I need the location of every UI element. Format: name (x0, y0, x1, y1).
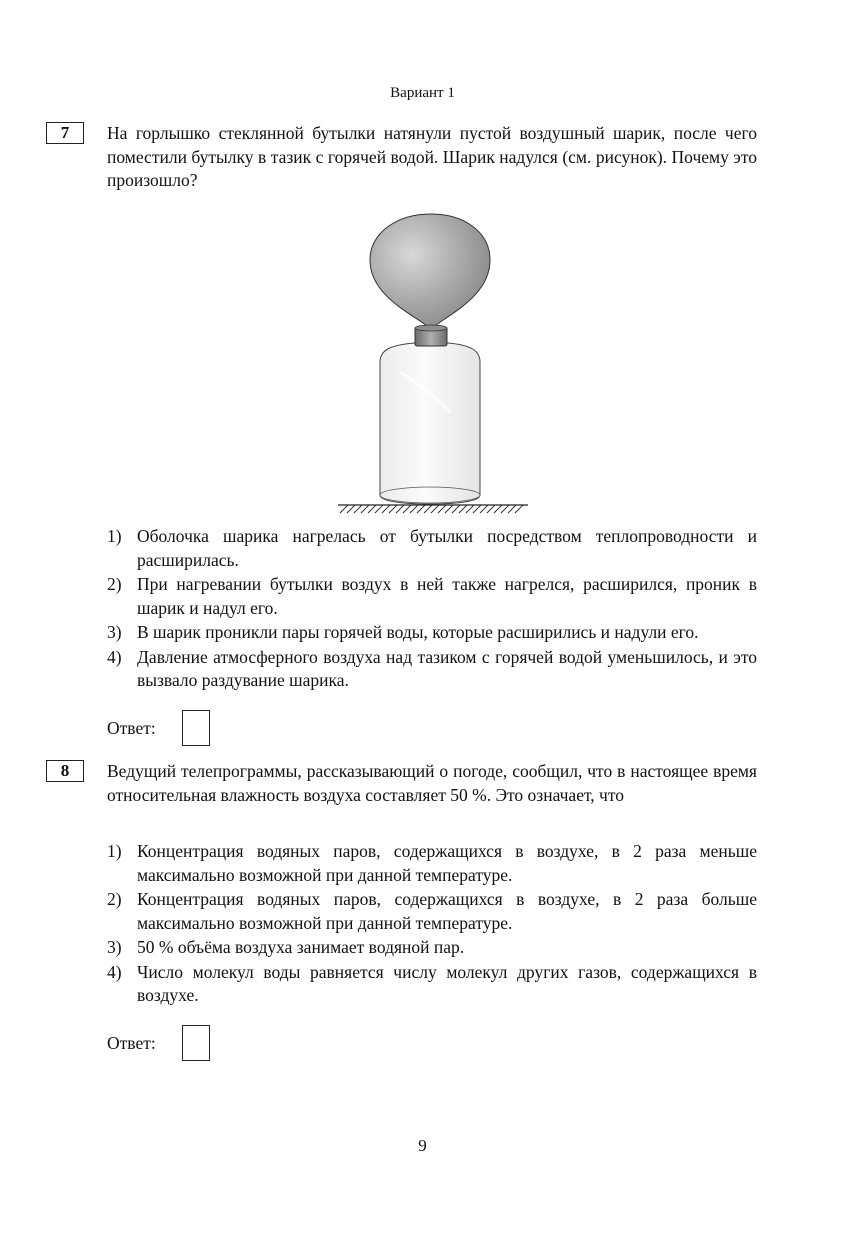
option-number: 2) (107, 889, 122, 909)
option-text: Концентрация водяных паров, содержащихся в воздухе, в 2 раза меньше максимально возможной при данной температуре. (137, 841, 757, 885)
option-text: Концентрация водяных паров, содержащихся в воздухе, в 2 раза больше максимально возможной при данной температуре. (137, 889, 757, 933)
question-7-option-3[interactable] (107, 621, 757, 645)
question-7-answer (107, 710, 210, 746)
option-number: 3) (107, 937, 122, 957)
page-header: Вариант 1 (390, 85, 455, 101)
option-text: Число молекул воды равняется числу молекул других газов, содержащихся в воздухе. (137, 961, 757, 1005)
option-number: 1) (107, 526, 122, 546)
question-8-option-2[interactable] (107, 888, 757, 935)
bottle-balloon-figure (330, 212, 540, 517)
option-number: 2) (107, 574, 122, 594)
page-number: 9 (418, 1136, 427, 1155)
option-text: Давление атмосферного воздуха над тазиком с горячей водой уменьшилось, и это вызвало раздувание шарика. (137, 646, 757, 690)
answer-label: Ответ: (107, 717, 156, 738)
question-8-answer (107, 1025, 210, 1061)
option-text: 50 % объёма воздуха занимает водяной пар. (137, 937, 465, 957)
question-7-number: 7 (46, 122, 84, 144)
option-text: При нагревании бутылки воздух в ней также нагрелся, расширился, проник в шарик и надул его. (137, 574, 757, 618)
question-8-number: 8 (46, 760, 84, 782)
option-number: 4) (107, 961, 122, 982)
question-8-option-1[interactable] (107, 840, 757, 887)
option-text: Оболочка шарика нагрелась от бутылки посредством теплопроводности и расширилась. (137, 526, 757, 570)
option-number: 3) (107, 622, 122, 642)
question-7-answer-box[interactable] (182, 710, 210, 746)
question-8-answer-box[interactable] (182, 1025, 210, 1061)
question-7-option-1[interactable] (107, 525, 757, 572)
question-7-text: На горлышко стеклянной бутылки натянули пустой воздушный шарик, после чего поместили бутылку в тазик с горячей водой. Шарик надулся (см. рисунок). Почему это произошло? (107, 123, 757, 190)
balloon (370, 214, 490, 329)
bottle-body (380, 343, 480, 504)
option-number: 1) (107, 841, 122, 861)
option-text: В шарик проникли пары горячей воды, которые расширились и надули его. (137, 622, 699, 642)
option-number: 4) (107, 646, 122, 667)
answer-label: Ответ: (107, 1032, 156, 1053)
question-7-options (107, 525, 757, 694)
question-8-option-3[interactable] (107, 936, 757, 960)
question-8-option-4[interactable] (107, 961, 757, 1008)
question-7-option-2[interactable] (107, 573, 757, 620)
question-8-text: Ведущий телепрограммы, рассказывающий о погоде, сообщил, что в настоящее время относительная влажность воздуха составляет 50 %. Это означает, что (107, 761, 757, 805)
question-8-options (107, 840, 757, 1009)
question-7-option-4[interactable] (107, 646, 757, 693)
